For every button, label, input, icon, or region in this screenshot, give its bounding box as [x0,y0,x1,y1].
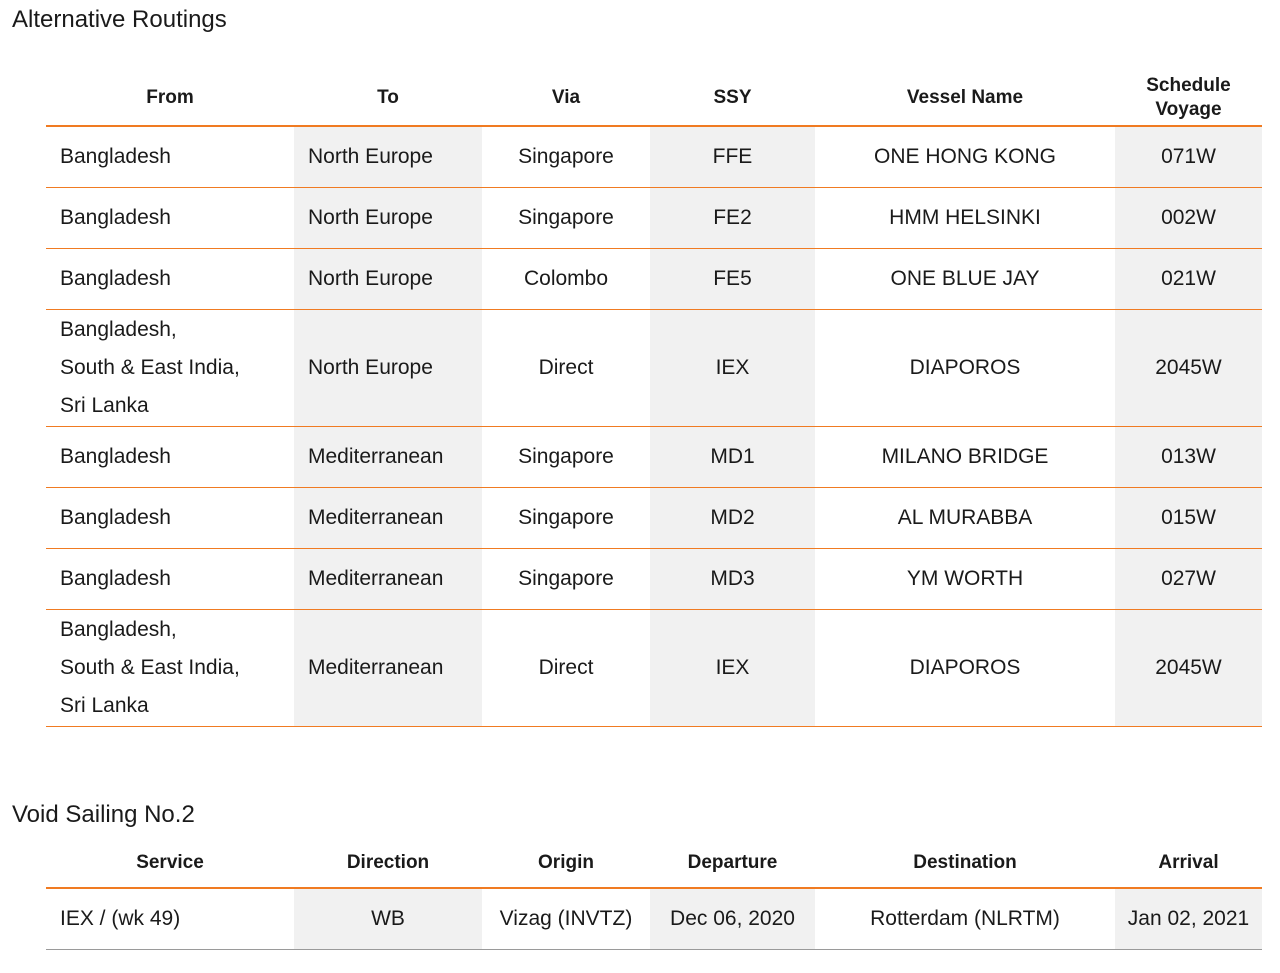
cell-vessel-name: DIAPOROS [815,310,1115,427]
section-title-void-sailing: Void Sailing No.2 [12,801,195,828]
cell-schedule-voyage: 013W [1115,427,1262,488]
cell-to: North Europe [294,126,482,188]
table-row [46,188,1262,249]
cell-ssy: FE5 [650,249,815,310]
cell-direction: WB [294,888,482,950]
cell-from-line: Bangladesh [60,267,171,290]
table-row [46,427,1262,488]
header-departure: Departure [650,838,815,888]
table-row [46,610,1262,727]
header-arrival: Arrival [1115,838,1262,888]
header-schedule-voyage [1115,70,1262,126]
cell-vessel-name: DIAPOROS [815,610,1115,727]
cell-ssy: MD3 [650,549,815,610]
alternative-routings-table [46,70,1262,727]
header-from: From [46,70,294,126]
cell-vessel-name: MILANO BRIDGE [815,427,1115,488]
cell-schedule-voyage: 015W [1115,488,1262,549]
cell-from [46,488,294,549]
cell-ssy: FFE [650,126,815,188]
cell-via: Singapore [482,126,650,188]
cell-ssy: IEX [650,610,815,727]
table-row [46,126,1262,188]
cell-schedule-voyage: 027W [1115,549,1262,610]
table-row [46,888,1262,950]
cell-ssy: MD1 [650,427,815,488]
cell-from [46,310,294,427]
cell-vessel-name: ONE BLUE JAY [815,249,1115,310]
cell-to: North Europe [294,188,482,249]
cell-from [46,126,294,188]
cell-via: Direct [482,310,650,427]
cell-origin: Vizag (INVTZ) [482,888,650,950]
cell-via: Direct [482,610,650,727]
cell-from-line: South & East India, [60,356,240,379]
cell-from-line: Bangladesh, [60,618,177,641]
cell-from [46,427,294,488]
cell-via: Singapore [482,427,650,488]
cell-departure: Dec 06, 2020 [650,888,815,950]
table-header-row [46,838,1262,888]
cell-to: North Europe [294,310,482,427]
cell-from-line: Bangladesh [60,506,171,529]
cell-schedule-voyage: 2045W [1115,610,1262,727]
cell-from-line: Bangladesh [60,567,171,590]
cell-ssy: MD2 [650,488,815,549]
cell-arrival: Jan 02, 2021 [1115,888,1262,950]
cell-via: Singapore [482,188,650,249]
cell-vessel-name: YM WORTH [815,549,1115,610]
cell-service: IEX / (wk 49) [46,888,294,950]
cell-vessel-name: ONE HONG KONG [815,126,1115,188]
header-vessel-name: Vessel Name [815,70,1115,126]
header-ssy: SSY [650,70,815,126]
header-origin: Origin [482,838,650,888]
cell-via: Singapore [482,549,650,610]
cell-from [46,249,294,310]
header-via: Via [482,70,650,126]
cell-from-line: Bangladesh, [60,318,177,341]
cell-via: Colombo [482,249,650,310]
cell-from-line: Bangladesh [60,206,171,229]
table-row [46,310,1262,427]
cell-from [46,610,294,727]
header-schedule-line2: Voyage [1155,98,1222,120]
cell-via: Singapore [482,488,650,549]
cell-to: Mediterranean [294,427,482,488]
cell-ssy: IEX [650,310,815,427]
table-row [46,249,1262,310]
cell-from-line: Sri Lanka [60,694,149,717]
header-service: Service [46,838,294,888]
cell-to: Mediterranean [294,549,482,610]
cell-vessel-name: AL MURABBA [815,488,1115,549]
table-row [46,488,1262,549]
cell-to: Mediterranean [294,488,482,549]
header-to: To [294,70,482,126]
cell-from-line: South & East India, [60,656,240,679]
cell-to: Mediterranean [294,610,482,727]
cell-to: North Europe [294,249,482,310]
cell-schedule-voyage: 2045W [1115,310,1262,427]
table-header-row [46,70,1262,126]
cell-schedule-voyage: 021W [1115,249,1262,310]
cell-schedule-voyage: 002W [1115,188,1262,249]
cell-from [46,549,294,610]
void-sailing-table [46,838,1262,950]
cell-from-line: Bangladesh [60,445,171,468]
cell-from [46,188,294,249]
cell-destination: Rotterdam (NLRTM) [815,888,1115,950]
cell-schedule-voyage: 071W [1115,126,1262,188]
header-destination: Destination [815,838,1115,888]
section-title-alternative-routings: Alternative Routings [12,6,227,33]
header-schedule-line1: Schedule [1146,74,1231,96]
cell-from-line: Bangladesh [60,145,171,168]
cell-ssy: FE2 [650,188,815,249]
cell-from-line: Sri Lanka [60,394,149,417]
table-row [46,549,1262,610]
cell-vessel-name: HMM HELSINKI [815,188,1115,249]
header-direction: Direction [294,838,482,888]
